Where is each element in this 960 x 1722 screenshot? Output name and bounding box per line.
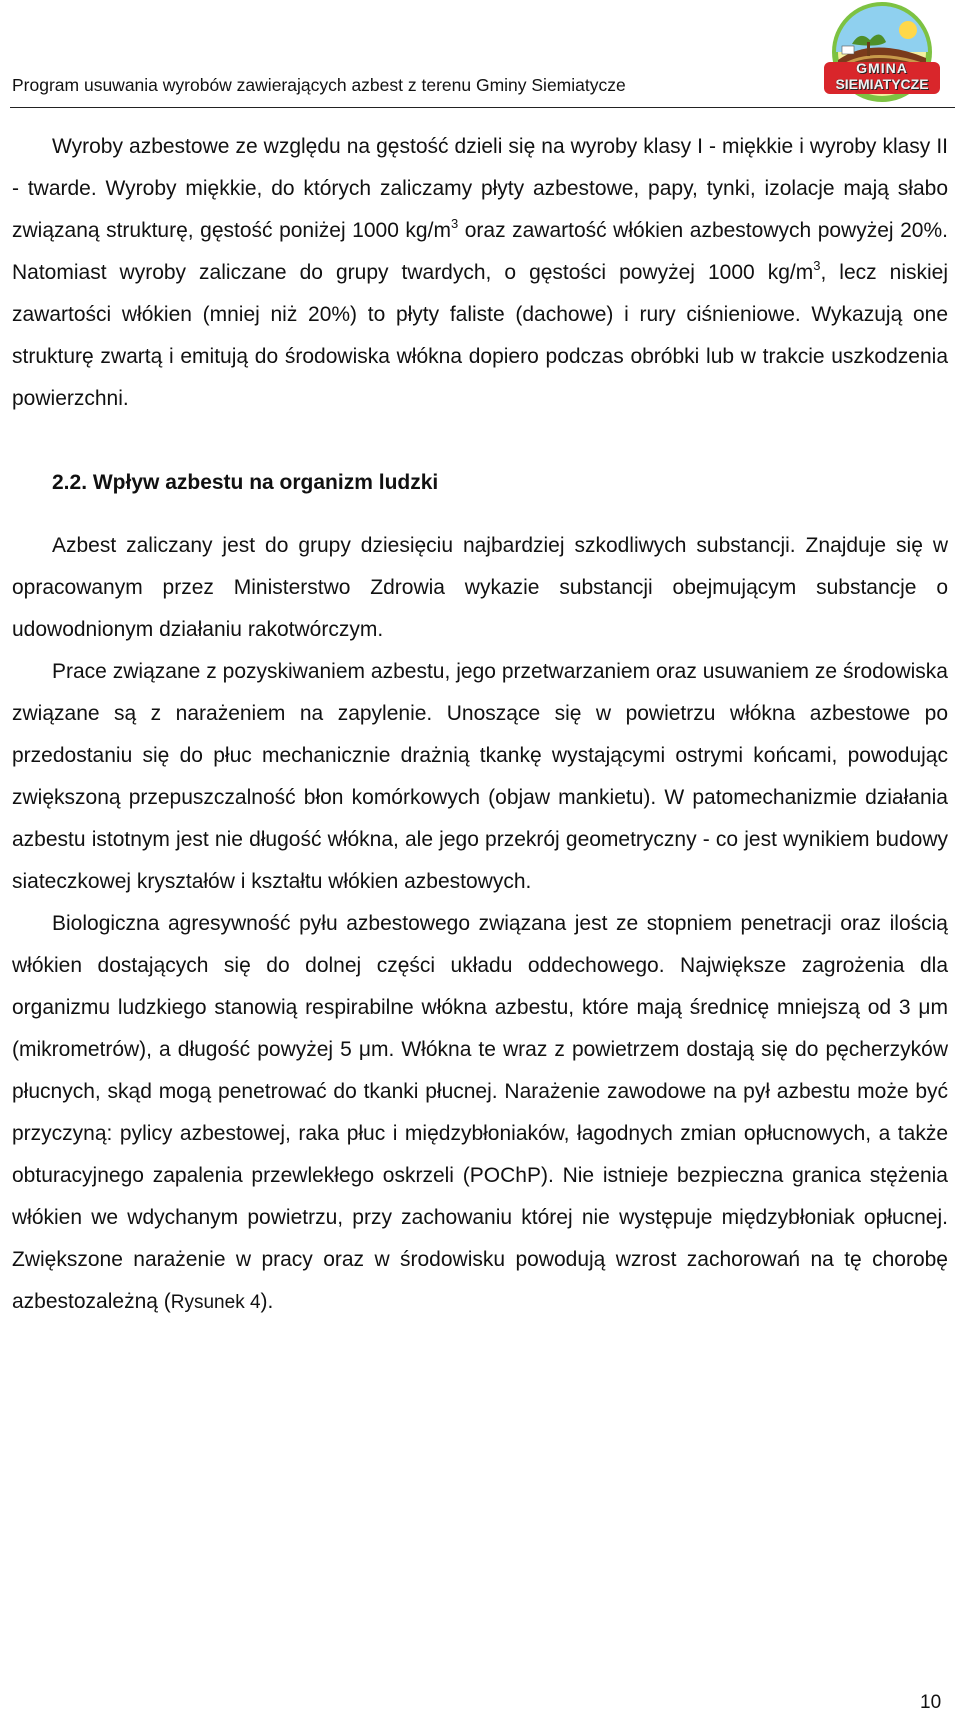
paragraph-text: , lecz niskiej zawartości włókien (mniej niż 20%) to płyty faliste (dachowe) i rury ciśnieniowe. Wykazują one strukturę zwartą i emitują do środowiska włókna dopiero podczas obróbki lub w trakcie uszkodzenia powierzchni. (12, 261, 948, 410)
paragraph-health-risks (12, 903, 948, 1324)
document-body (12, 126, 948, 1324)
paragraph-text: ). (260, 1290, 274, 1313)
logo-text-gmina: GMINA (856, 60, 908, 76)
paragraph-text: oraz zawartość włókien azbestowych powyżej 20%. Natomiast wyroby zaliczane do grupy twardych, o gęstości powyżej 1000 kg/m (12, 219, 948, 284)
page-number: 10 (920, 1692, 942, 1713)
section-heading: 2.2. Wpływ azbestu na organizm ludzki (52, 471, 439, 494)
superscript: 3 (450, 216, 459, 231)
superscript: 3 (813, 258, 821, 273)
paragraph-text: Wyroby azbestowe ze względu na gęstość dzieli się na wyroby klasy I - miękkie i wyroby klasy II - twarde. Wyroby miękkie, do których zaliczamy płyty azbestowe, papy, tynki, izolacje mają słabo związaną strukturę, gęstość poniżej 1000 kg/m (12, 135, 948, 242)
header-divider (10, 107, 955, 108)
document-title: Program usuwania wyrobów zawierających azbest z terenu Gminy Siemiatycze (12, 75, 626, 95)
paragraph-exposure: Prace związane z pozyskiwaniem azbestu, jego przetwarzaniem oraz usuwaniem ze środowiska związane są z narażeniem na zapylenie. Unoszące się w powietrzu włókna azbestowe po przedostaniu się do płuc mechanicznie drażnią tkankę wystającymi ostrymi końcami, powodując zwiększoną przepuszczalność błon komórkowych (objaw mankietu). W patomechanizmie działania azbestu istotnym jest nie długość włókna, ale jego przekrój geometryczny - co jest wynikiem budowy siateczkowej kryształów i kształtu włókien azbestowych. (12, 660, 948, 893)
paragraph-carcinogen: Azbest zaliczany jest do grupy dziesięciu najbardziej szkodliwych substancji. Znajduje się w opracowanym przez Ministerstwo Zdrowia wykazie substancji obejmującym substancje o udowodnionym działaniu rakotwórczym. (12, 534, 948, 641)
logo-text-siemiatycze: SIEMIATYCZE (835, 76, 929, 92)
figure-reference-link[interactable]: Rysunek 4 (170, 1292, 261, 1313)
paragraph-text: Biologiczna agresywność pyłu azbestowego związana jest ze stopniem penetracji oraz ilością włókien dostających się do dolnej części układu oddechowego. Największe zagrożenia dla organizmu ludzkiego stanowią respirabilne włókna azbestu, które mają średnicę mniejszą od 3 μm (mikrometrów), a długość powyżej 5 μm. Włókna te wraz z powietrzem dostają się do pęcherzyków płucnych, skąd mogą penetrować do tkanki płucnej. Narażenie zawodowe na pył azbestu może być przyczyną: pylicy azbestowej, raka płuc i międzybłoniaków, łagodnych zmian opłucnowych, a także obturacyjnego zapalenia przewlekłego oskrzeli (POChP). Nie istnieje bezpieczna granica stężenia włókien we wdychanym powietrzu, przy zachowaniu której nie występuje międzybłoniak opłucnej. Zwiększone narażenie w pracy oraz w środowisku powodują wzrost zachorowań na tę chorobę azbestozależną ( (12, 912, 948, 1313)
paragraph-asbestos-classes (12, 126, 948, 420)
gmina-siemiatycze-logo (812, 0, 952, 104)
page-header (0, 0, 960, 112)
